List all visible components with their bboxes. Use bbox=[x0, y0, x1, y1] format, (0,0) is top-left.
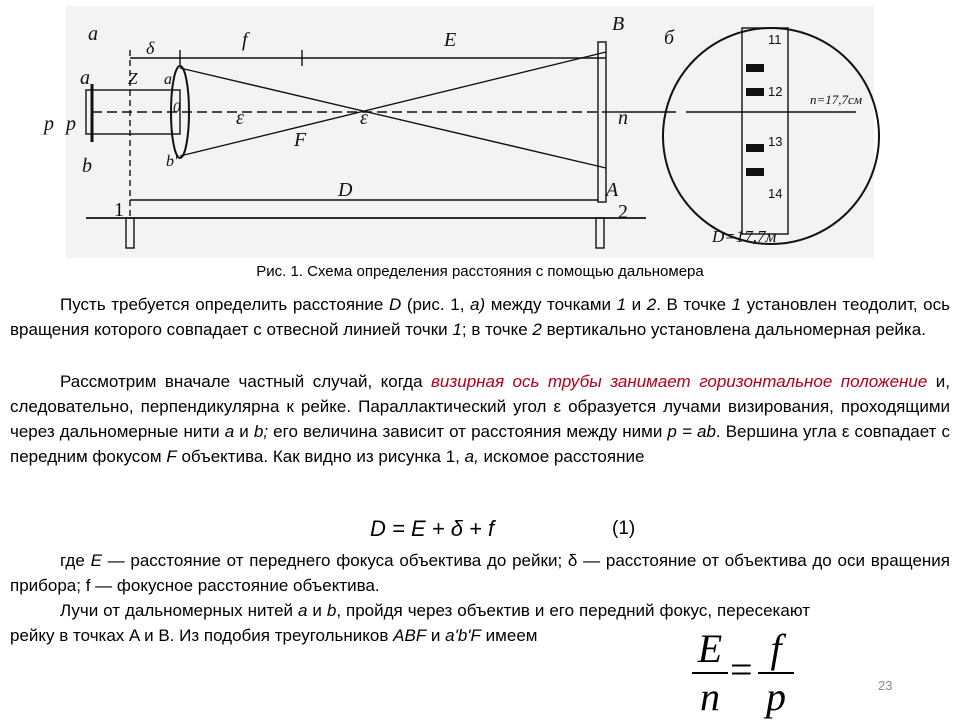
label-delta: δ bbox=[146, 38, 155, 58]
label-panel-b: б bbox=[664, 27, 675, 49]
p2-a: a bbox=[224, 422, 235, 441]
label-p-edge: p bbox=[66, 113, 76, 135]
p2-t3: и bbox=[234, 422, 254, 441]
figure-caption: Рис. 1. Схема определения расстояния с помощью дальномера bbox=[256, 263, 704, 280]
p4-t5: имеем bbox=[480, 626, 538, 645]
n-reading: n=17,7см bbox=[810, 92, 863, 107]
label-b-prime: b' bbox=[166, 153, 178, 170]
p2-t6: объектива. Как видно из рисунка 1, bbox=[176, 447, 465, 466]
label-O: 0 bbox=[173, 100, 181, 116]
p2-t1: Рассмотрим вначале частный случай, когда bbox=[60, 372, 432, 391]
p2-t5: . Вершина угла ε совпадает с передним фокусом bbox=[10, 422, 950, 466]
p1-t2: (рис. 1, bbox=[401, 295, 471, 314]
p2-t7: искомое расстояние bbox=[478, 447, 645, 466]
p2-b: b; bbox=[253, 422, 269, 441]
p1-n4: 1 bbox=[452, 320, 462, 339]
label-epsilon-right: ε bbox=[360, 107, 368, 129]
label-B: B bbox=[612, 13, 625, 35]
label-n: n bbox=[618, 107, 628, 129]
label-point-2: 2 bbox=[618, 201, 628, 223]
p4-t1: Лучи от дальномерных нитей bbox=[60, 601, 298, 620]
label-Z: Z bbox=[128, 69, 138, 88]
p1-n1: 1 bbox=[616, 295, 627, 314]
paragraph-3 bbox=[10, 548, 950, 598]
label-A: A bbox=[606, 179, 619, 201]
p4-a: а bbox=[298, 601, 308, 620]
p4-t4: и bbox=[426, 626, 446, 645]
staff-mark bbox=[746, 144, 764, 152]
scale-14: 14 bbox=[768, 186, 783, 201]
p1-t8: вертикально установлена дальномерная рейка. bbox=[541, 320, 926, 339]
label-F: F bbox=[294, 129, 307, 151]
p3-t2: — расстояние от переднего фокуса объектива до рейки; δ — расстояние от объектива до оси вращения прибора; f — фокусное расстояние объектива. bbox=[10, 551, 950, 595]
label-panel-a: а bbox=[88, 23, 98, 45]
p4-ABF: ABF bbox=[393, 626, 427, 645]
fraction-left-denominator: n bbox=[700, 674, 720, 719]
scale-12: 12 bbox=[768, 84, 783, 99]
label-p: p bbox=[44, 113, 54, 135]
label-b: b bbox=[82, 155, 92, 177]
paragraph-4 bbox=[10, 598, 810, 648]
p3-t1: где bbox=[60, 551, 91, 570]
staff-mark bbox=[746, 64, 764, 72]
label-point-1: 1 bbox=[114, 199, 124, 221]
p1-t3: между точками bbox=[485, 295, 617, 314]
p2-t2: и, следовательно, перпендикулярна к рейке. Параллактический угол ε образуется лучами визирования, проходящими через дальномерные нити bbox=[10, 372, 950, 441]
page-number: 23 bbox=[878, 678, 893, 693]
p4-b: b bbox=[326, 601, 337, 620]
rangefinder-diagram bbox=[44, 6, 874, 258]
p4-t3: , пройдя через объектив и его передний фокус, пересекают рейку в точках A и B. Из подобия треугольников bbox=[10, 601, 810, 645]
label-D: D bbox=[338, 179, 353, 201]
p1-t1: Пусть требуется определить расстояние bbox=[60, 295, 389, 314]
rangefinder-figure bbox=[44, 6, 874, 258]
paragraph-1 bbox=[10, 292, 950, 342]
p1-n2: 2 bbox=[646, 295, 657, 314]
p2-a2: а, bbox=[464, 447, 479, 466]
p4-t2: и bbox=[307, 601, 327, 620]
p4-abF: a'b'F bbox=[445, 626, 481, 645]
p1-D: D bbox=[388, 295, 402, 314]
fraction-right-denominator: p bbox=[766, 674, 786, 719]
label-epsilon-left: ε bbox=[236, 107, 244, 129]
fraction-left bbox=[692, 628, 728, 718]
p2-p: р = ab bbox=[667, 422, 716, 441]
label-f: f bbox=[242, 29, 248, 51]
fraction-right-numerator: f bbox=[770, 626, 782, 671]
label-E: E bbox=[444, 29, 457, 51]
p1-n3: 1 bbox=[731, 295, 742, 314]
scale-11: 11 bbox=[768, 32, 782, 47]
p1-t5: . В точке bbox=[656, 295, 732, 314]
fraction-left-numerator: E bbox=[697, 626, 723, 671]
staff-mark bbox=[746, 88, 764, 96]
p1-t7: ; в точке bbox=[461, 320, 533, 339]
label-a: a bbox=[80, 67, 90, 89]
fraction-equals: = bbox=[730, 647, 753, 692]
p1-a: а) bbox=[470, 295, 486, 314]
label-a-prime: a' bbox=[164, 71, 176, 88]
staff-mark bbox=[746, 168, 764, 176]
p1-n5: 2 bbox=[532, 320, 542, 339]
p2-t4: его величина зависит от расстояния между ними bbox=[268, 422, 668, 441]
formula-distance: D = E + δ + f bbox=[370, 516, 495, 541]
p3-E: E bbox=[90, 551, 102, 570]
fraction-right bbox=[758, 628, 794, 718]
p2-F: F bbox=[166, 447, 177, 466]
p1-t6: установлен теодолит, ось вращения которого совпадает с отвесной линией точки bbox=[10, 295, 950, 339]
formula-number: (1) bbox=[612, 518, 636, 539]
D-reading: D=17,7м bbox=[712, 227, 777, 246]
paragraph-2 bbox=[10, 369, 950, 469]
p2-highlight: визирная ось трубы занимает горизонтальное положение bbox=[431, 372, 928, 391]
p1-t4: и bbox=[626, 295, 647, 314]
scale-13: 13 bbox=[768, 134, 783, 149]
